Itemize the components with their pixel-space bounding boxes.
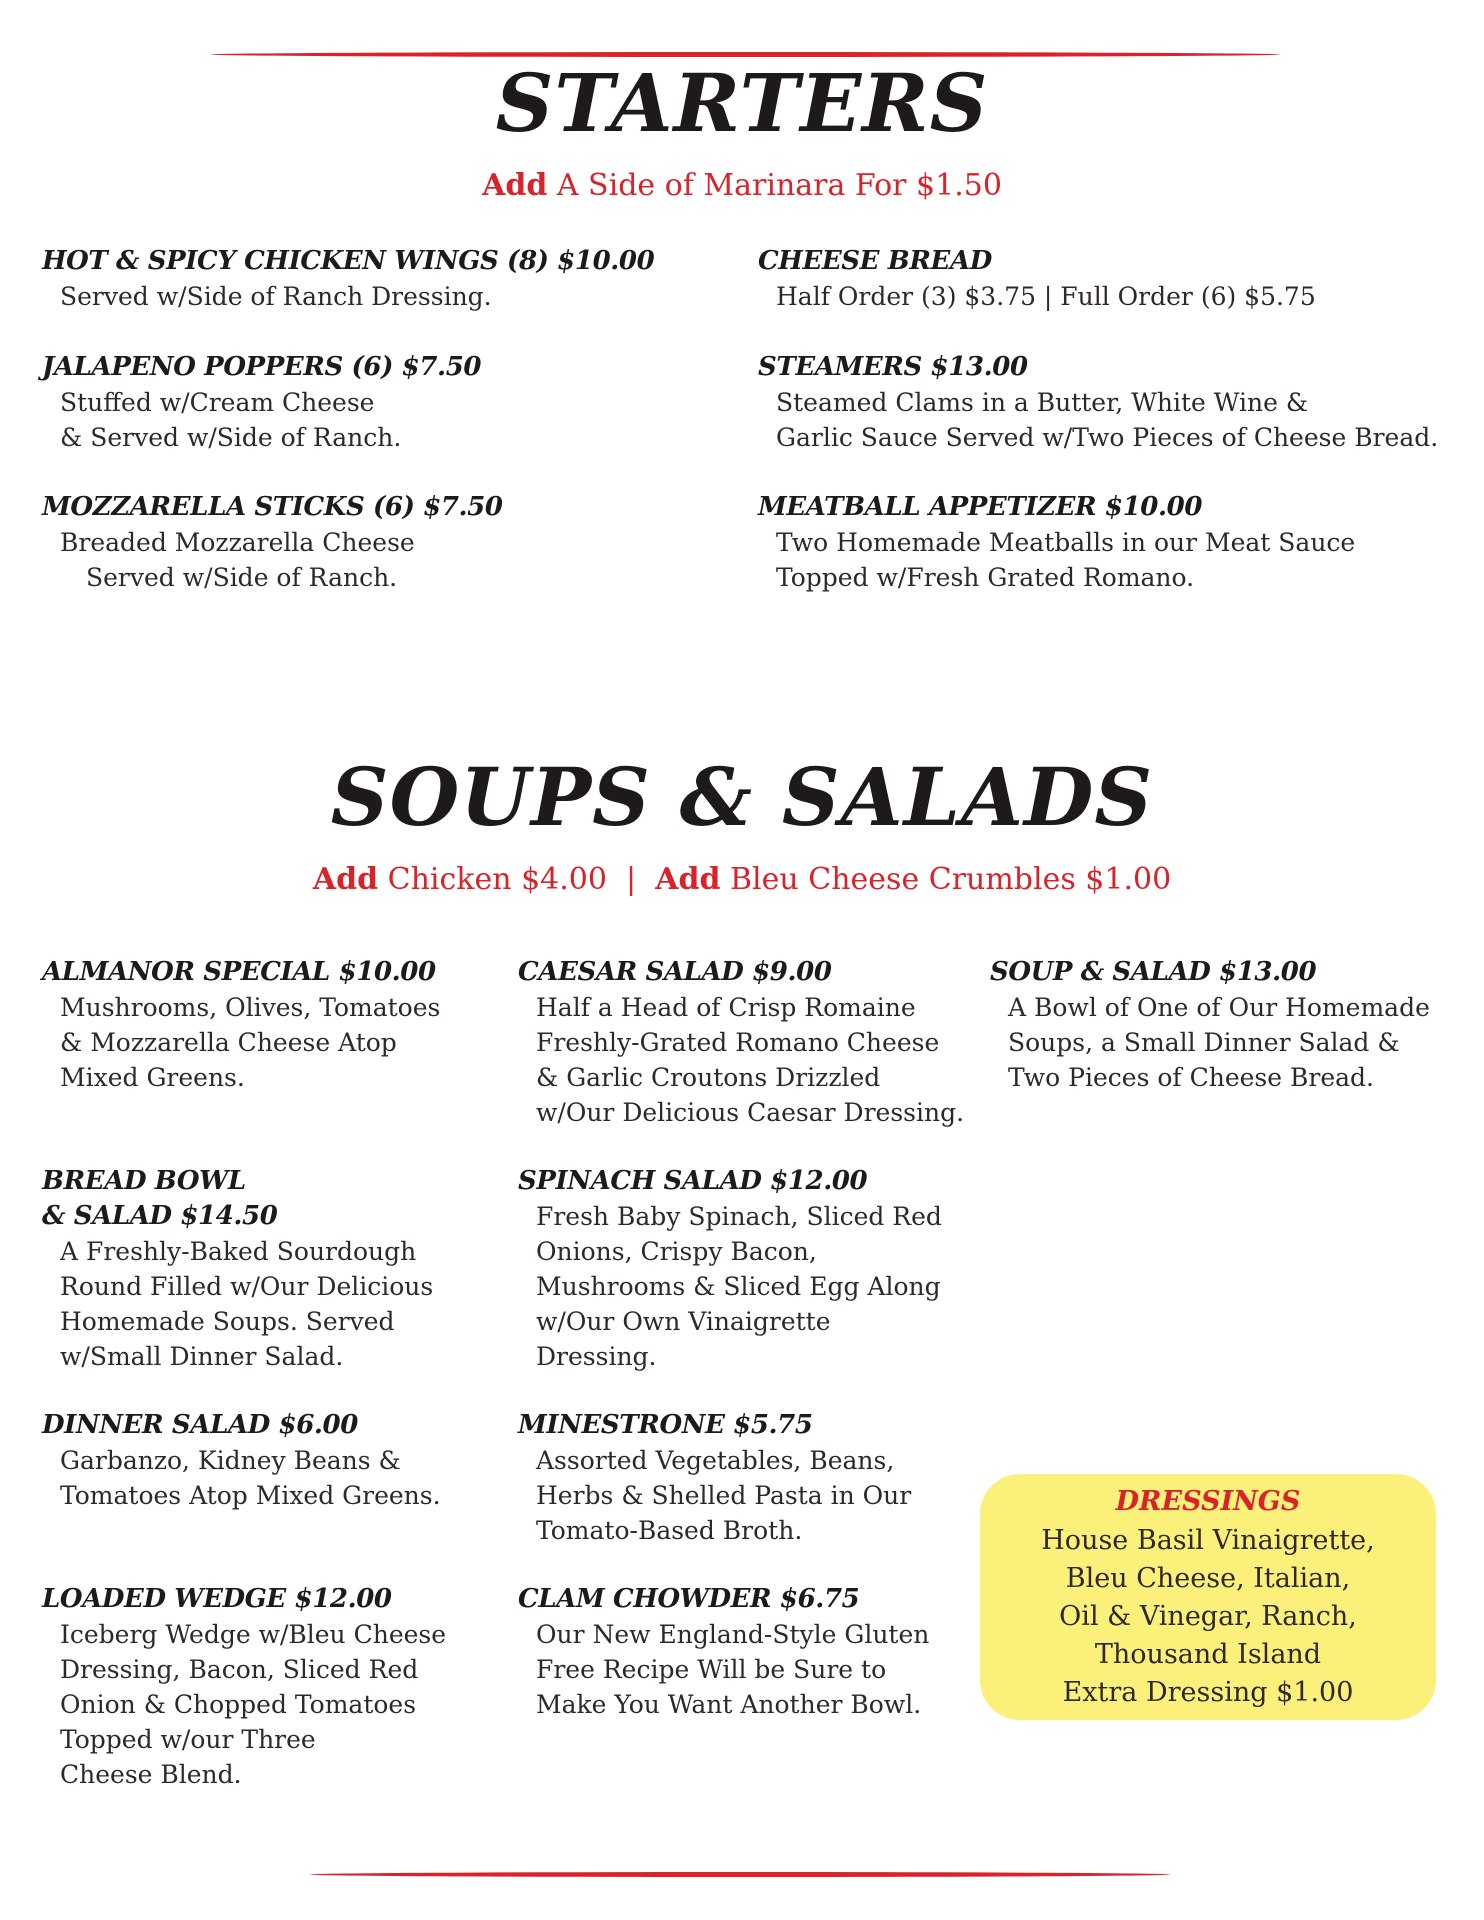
menu-item-dinner-salad: DINNER SALAD $6.00 Garbanzo, Kidney Beans & Tomatoes Atop Mixed Greens. — [42, 1410, 441, 1510]
menu-item-cheese-bread: CHEESE BREAD Half Order (3) $3.75 | Full Order (6) $5.75 — [758, 246, 1316, 311]
menu-item-almanor-special: ALMANOR SPECIAL $10.00 Mushrooms, Olives, Tomatoes & Mozzarella Cheese Atop Mixed Greens. — [42, 957, 441, 1092]
menu-item-soup-and-salad: SOUP & SALAD $13.00 A Bowl of One of Our Homemade Soups, a Small Dinner Salad & Two Pieces of Cheese Bread. — [990, 957, 1430, 1092]
menu-item-caesar-salad: CAESAR SALAD $9.00 Half a Head of Crisp Romaine Freshly-Grated Romano Cheese & Garlic Croutons Drizzled w/Our Delicious Caesar Dressing. — [518, 957, 965, 1127]
menu-item-chicken-wings: HOT & SPICY CHICKEN WINGS (8) $10.00 Served w/Side of Ranch Dressing. — [42, 246, 655, 311]
soups-salads-heading: SOUPS & SALADS — [330, 750, 1154, 844]
menu-item-minestrone: MINESTRONE $5.75 Assorted Vegetables, Beans, Herbs & Shelled Pasta in Our Tomato-Based Broth. — [518, 1410, 912, 1545]
dressings-title: DRESSINGS — [1115, 1486, 1301, 1517]
extra-dressing-price: Extra Dressing $1.00 — [1062, 1677, 1354, 1708]
menu-item-mozzarella-sticks: MOZZARELLA STICKS (6) $7.50 Breaded Mozzarella Cheese Served w/Side of Ranch. — [42, 492, 503, 592]
dressing-line: Oil & Vinegar, Ranch, — [1059, 1601, 1357, 1632]
menu-item-spinach-salad: SPINACH SALAD $12.00 Fresh Baby Spinach, Sliced Red Onions, Crispy Bacon, Mushrooms & Sliced Egg Along w/Our Own Vinaigrette Dressing. — [518, 1166, 942, 1371]
menu-item-jalapeno-poppers: JALAPENO POPPERS (6) $7.50 Stuffed w/Cream Cheese & Served w/Side of Ranch. — [42, 352, 482, 452]
menu-item-steamers: STEAMERS $13.00 Steamed Clams in a Butter, White Wine & Garlic Sauce Served w/Two Pieces of Cheese Bread. — [758, 352, 1439, 452]
menu-item-clam-chowder: CLAM CHOWDER $6.75 Our New England-Style Gluten Free Recipe Will be Sure to Make You Want Another Bowl. — [518, 1584, 930, 1719]
bottom-divider — [310, 1872, 1170, 1877]
dressings-box — [980, 1474, 1436, 1720]
dressing-line: Bleu Cheese, Italian, — [1065, 1563, 1351, 1594]
starters-note: Add A Side of Marinara For $1.50 — [482, 168, 1002, 203]
menu-item-bread-bowl-salad: BREAD BOWL & SALAD $14.50 A Freshly-Baked Sourdough Round Filled w/Our Delicious Homemade Soups. Served w/Small Dinner Salad. — [42, 1166, 434, 1371]
starters-heading: STARTERS — [495, 56, 989, 150]
soups-salads-note: Add Chicken $4.00 | Add Bleu Cheese Crumbles $1.00 — [312, 862, 1172, 897]
dressing-line: House Basil Vinaigrette, — [1041, 1525, 1375, 1556]
menu-item-loaded-wedge: LOADED WEDGE $12.00 Iceberg Wedge w/Bleu Cheese Dressing, Bacon, Sliced Red Onion & Chopped Tomatoes Topped w/our Three Cheese Blend. — [42, 1584, 447, 1789]
dressing-line: Thousand Island — [1094, 1639, 1322, 1670]
menu-item-meatball-appetizer: MEATBALL APPETIZER $10.00 Two Homemade Meatballs in our Meat Sauce Topped w/Fresh Grated Romano. — [758, 492, 1356, 592]
